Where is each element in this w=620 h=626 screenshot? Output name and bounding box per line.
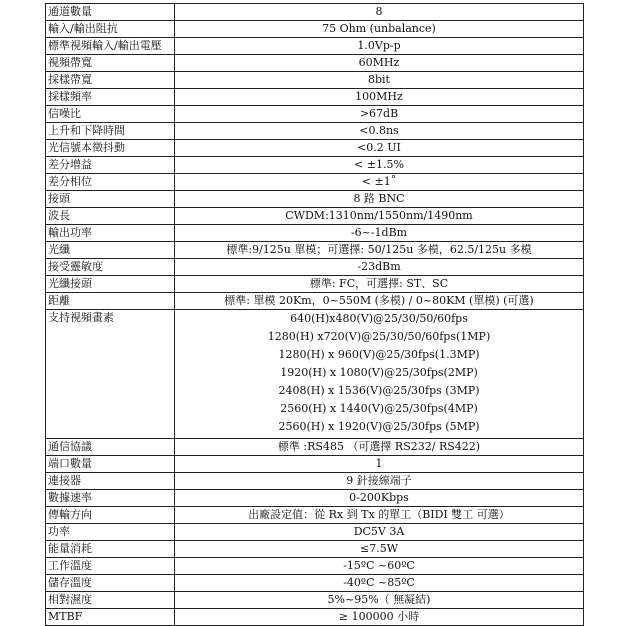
spec-table bbox=[45, 3, 584, 626]
spec-row bbox=[46, 106, 584, 123]
spec-value-list bbox=[175, 310, 584, 439]
spec-value: ≥ 100000 小時 bbox=[175, 609, 584, 626]
spec-label: 光纖接頭 bbox=[46, 276, 175, 293]
spec-value: 出廠設定值：從 Rx 到 Tx 的單工（BIDI 雙工 可選） bbox=[175, 507, 584, 524]
spec-value-line: 640(H)x480(V)@25/30/50/60fps bbox=[290, 312, 468, 325]
spec-label: 上升和下降時間 bbox=[46, 123, 175, 140]
spec-label: 信噪比 bbox=[46, 106, 175, 123]
spec-row bbox=[46, 456, 584, 473]
spec-table-body bbox=[46, 4, 584, 626]
spec-row bbox=[46, 575, 584, 592]
spec-row bbox=[46, 38, 584, 55]
spec-value: 8bit bbox=[175, 72, 584, 89]
spec-row bbox=[46, 191, 584, 208]
spec-row bbox=[46, 609, 584, 626]
spec-label: 數據速率 bbox=[46, 490, 175, 507]
spec-value: <0.2 UI bbox=[175, 140, 584, 157]
spec-value: 100MHz bbox=[175, 89, 584, 106]
spec-value: -6~-1dBm bbox=[175, 225, 584, 242]
spec-row bbox=[46, 55, 584, 72]
spec-value: >67dB bbox=[175, 106, 584, 123]
spec-value: 9 針接線端子 bbox=[175, 473, 584, 490]
spec-label: 接頭 bbox=[46, 191, 175, 208]
spec-row bbox=[46, 225, 584, 242]
spec-label: 波長 bbox=[46, 208, 175, 225]
spec-row bbox=[46, 72, 584, 89]
spec-value: 60MHz bbox=[175, 55, 584, 72]
spec-label: 距離 bbox=[46, 293, 175, 310]
spec-value: 1 bbox=[175, 456, 584, 473]
spec-value-line: 1280(H) x 960(V)@25/30fps(1.3MP) bbox=[278, 348, 480, 361]
spec-value: DC5V 3A bbox=[175, 524, 584, 541]
spec-label: 連接器 bbox=[46, 473, 175, 490]
spec-row bbox=[46, 507, 584, 524]
spec-label: 接受靈敏度 bbox=[46, 259, 175, 276]
spec-label: 通道數量 bbox=[46, 4, 175, 21]
spec-label: 端口數量 bbox=[46, 456, 175, 473]
spec-value-line: 2560(H) x 1920(V)@25/30fps (5MP) bbox=[278, 420, 480, 433]
spec-value: 1.0Vp-p bbox=[175, 38, 584, 55]
spec-value: 標準: 單模 20Km，0~550M (多模) / 0~80KM (單模) (可選) bbox=[175, 293, 584, 310]
spec-row bbox=[46, 242, 584, 259]
spec-row bbox=[46, 174, 584, 191]
spec-label: 光信號本徵抖動 bbox=[46, 140, 175, 157]
spec-value: 標準:9/125u 單模；可選擇: 50/125u 多模，62.5/125u 多模 bbox=[175, 242, 584, 259]
spec-value-line: 2560(H) x 1440(V)@25/30fps(4MP) bbox=[280, 402, 478, 415]
spec-value: < ±1˚ bbox=[175, 174, 584, 191]
spec-value: CWDM:1310nm/1550nm/1490nm bbox=[175, 208, 584, 225]
spec-label: 採樣頻率 bbox=[46, 89, 175, 106]
spec-row bbox=[46, 541, 584, 558]
spec-label: 視頻帶寬 bbox=[46, 55, 175, 72]
spec-value: 8 bbox=[175, 4, 584, 21]
spec-label: 支持視頻畫素 bbox=[46, 310, 175, 439]
spec-row bbox=[46, 439, 584, 456]
spec-label: 相對濕度 bbox=[46, 592, 175, 609]
spec-value: 5%~95%（ 無凝結) bbox=[175, 592, 584, 609]
spec-value-line: 1280(H) x720(V)@25/30/50/60fps(1MP) bbox=[267, 330, 491, 343]
spec-value: 0-200Kbps bbox=[175, 490, 584, 507]
spec-value: 標準: FC，可選擇: ST、SC bbox=[175, 276, 584, 293]
spec-row bbox=[46, 259, 584, 276]
spec-row bbox=[46, 310, 584, 439]
spec-row bbox=[46, 473, 584, 490]
spec-value: 75 Ohm (unbalance) bbox=[175, 21, 584, 38]
spec-row bbox=[46, 592, 584, 609]
spec-value-line: 2408(H) x 1536(V)@25/30fps (3MP) bbox=[278, 384, 480, 397]
spec-row bbox=[46, 89, 584, 106]
spec-value: <0.8ns bbox=[175, 123, 584, 140]
spec-label: MTBF bbox=[46, 609, 175, 626]
spec-label: 傳輸方向 bbox=[46, 507, 175, 524]
spec-row bbox=[46, 157, 584, 174]
spec-value: -15ºC ~60ºC bbox=[175, 558, 584, 575]
spec-label: 通信協議 bbox=[46, 439, 175, 456]
spec-row bbox=[46, 208, 584, 225]
spec-label: 能量消耗 bbox=[46, 541, 175, 558]
spec-value: -23dBm bbox=[175, 259, 584, 276]
spec-row bbox=[46, 4, 584, 21]
spec-row bbox=[46, 276, 584, 293]
spec-label: 儲存溫度 bbox=[46, 575, 175, 592]
spec-label: 輸入/輸出阻抗 bbox=[46, 21, 175, 38]
spec-label: 標準視頻輸入/輸出電壓 bbox=[46, 38, 175, 55]
spec-label: 光纖 bbox=[46, 242, 175, 259]
spec-row bbox=[46, 123, 584, 140]
spec-value: < ±1.5% bbox=[175, 157, 584, 174]
spec-row bbox=[46, 293, 584, 310]
spec-label: 採樣帶寬 bbox=[46, 72, 175, 89]
spec-label: 差分相位 bbox=[46, 174, 175, 191]
spec-row bbox=[46, 524, 584, 541]
spec-label: 輸出功率 bbox=[46, 225, 175, 242]
spec-value: -40ºC ~85ºC bbox=[175, 575, 584, 592]
spec-row bbox=[46, 21, 584, 38]
spec-label: 功率 bbox=[46, 524, 175, 541]
spec-label: 差分增益 bbox=[46, 157, 175, 174]
spec-value: ≤7.5W bbox=[175, 541, 584, 558]
spec-row bbox=[46, 558, 584, 575]
spec-label: 工作溫度 bbox=[46, 558, 175, 575]
spec-value: 8 路 BNC bbox=[175, 191, 584, 208]
spec-row bbox=[46, 140, 584, 157]
spec-row bbox=[46, 490, 584, 507]
spec-value: 標準 :RS485 （可選擇 RS232/ RS422) bbox=[175, 439, 584, 456]
spec-value-line: 1920(H) x 1080(V)@25/30fps(2MP) bbox=[280, 366, 478, 379]
